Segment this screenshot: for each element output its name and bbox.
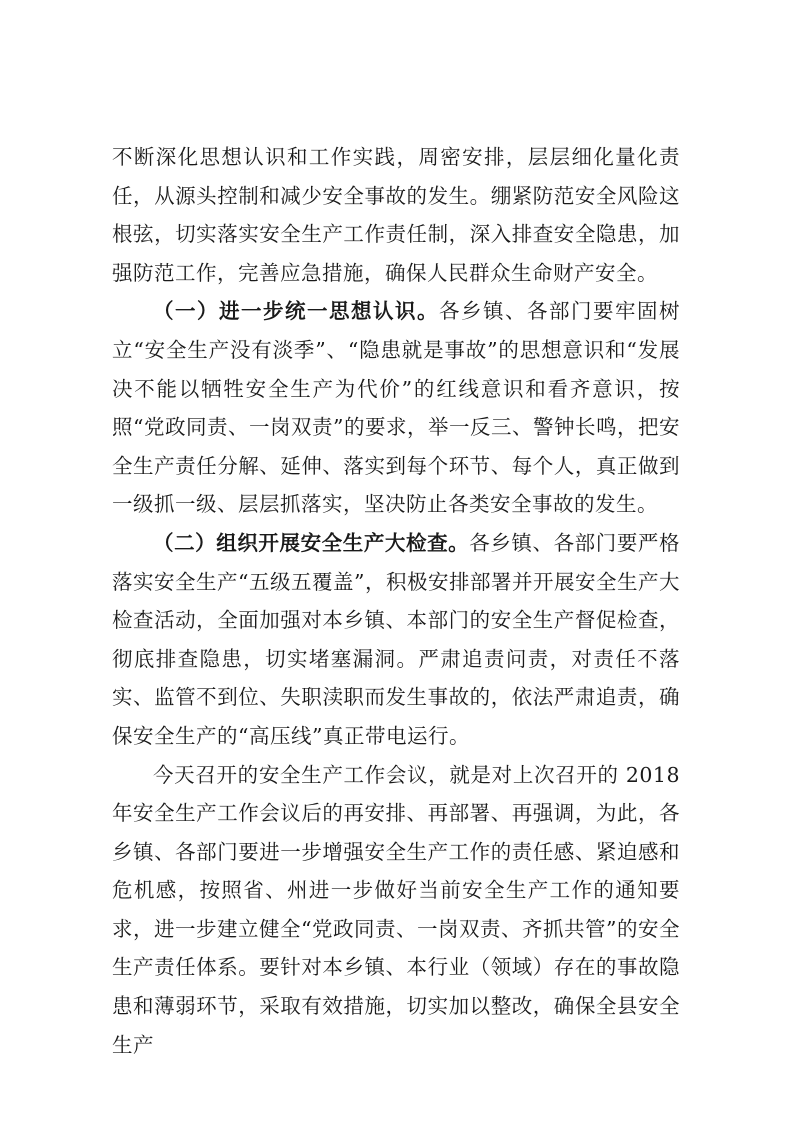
paragraph-4 xyxy=(112,756,680,1065)
paragraph-3 xyxy=(112,524,680,756)
paragraph-text: 各乡镇、各部门要严格落实安全生产“五级五覆盖”，积极安排部署并开展安全生产大检查活动，全面加强对本乡镇、本部门的安全生产督促检查，彻底排查隐患，切实堵塞漏洞。严肃追责问责，对责任不落实、监管不到位、失职渎职而发生事故的，依法严肃追责，确保安全生产的“高压线”真正带电运行。 xyxy=(112,530,680,748)
paragraph-text: 今天召开的安全生产工作会议，就是对上次召开的 2018 年安全生产工作会议后的再安排、再部署、再强调，为此，各乡镇、各部门要进一步增强安全生产工作的责任感、紧迫感和危机感，按照省、州进一步做好当前安全生产工作的通知要求，进一步建立健全“党政同责、一岗双责、齐抓共管”的安全生产责任体系。要针对本乡镇、本行业（领域）存在的事故隐患和薄弱环节，采取有效措施，切实加以整改，确保全县安全生产 xyxy=(112,762,680,1057)
paragraph-2 xyxy=(112,292,680,524)
paragraph-1 xyxy=(112,138,680,292)
paragraph-text: 各乡镇、各部门要牢固树立“安全生产没有淡季”、“隐患就是事故”的思想意识和“发展决不能以牺牲安全生产为代价”的红线意识和看齐意识，按照“党政同责、一岗双责”的要求，举一反三、警钟长鸣，把安全生产责任分解、延伸、落实到每个环节、每个人，真正做到一级抓一级、层层抓落实，坚决防止各类安全事故的发生。 xyxy=(112,299,680,517)
section-heading-2: （二）组织开展安全生产大检查。 xyxy=(153,530,470,555)
section-heading-1: （一）进一步统一思想认识。 xyxy=(153,299,439,324)
paragraph-text: 不断深化思想认识和工作实践，周密安排，层层细化量化责任，从源头控制和减少安全事故的发生。绷紧防范安全风险这根弦，切实落实安全生产工作责任制，深入排查安全隐患，加强防范工作，完善应急措施，确保人民群众生命财产安全。 xyxy=(112,145,680,285)
document-page xyxy=(112,138,680,1064)
